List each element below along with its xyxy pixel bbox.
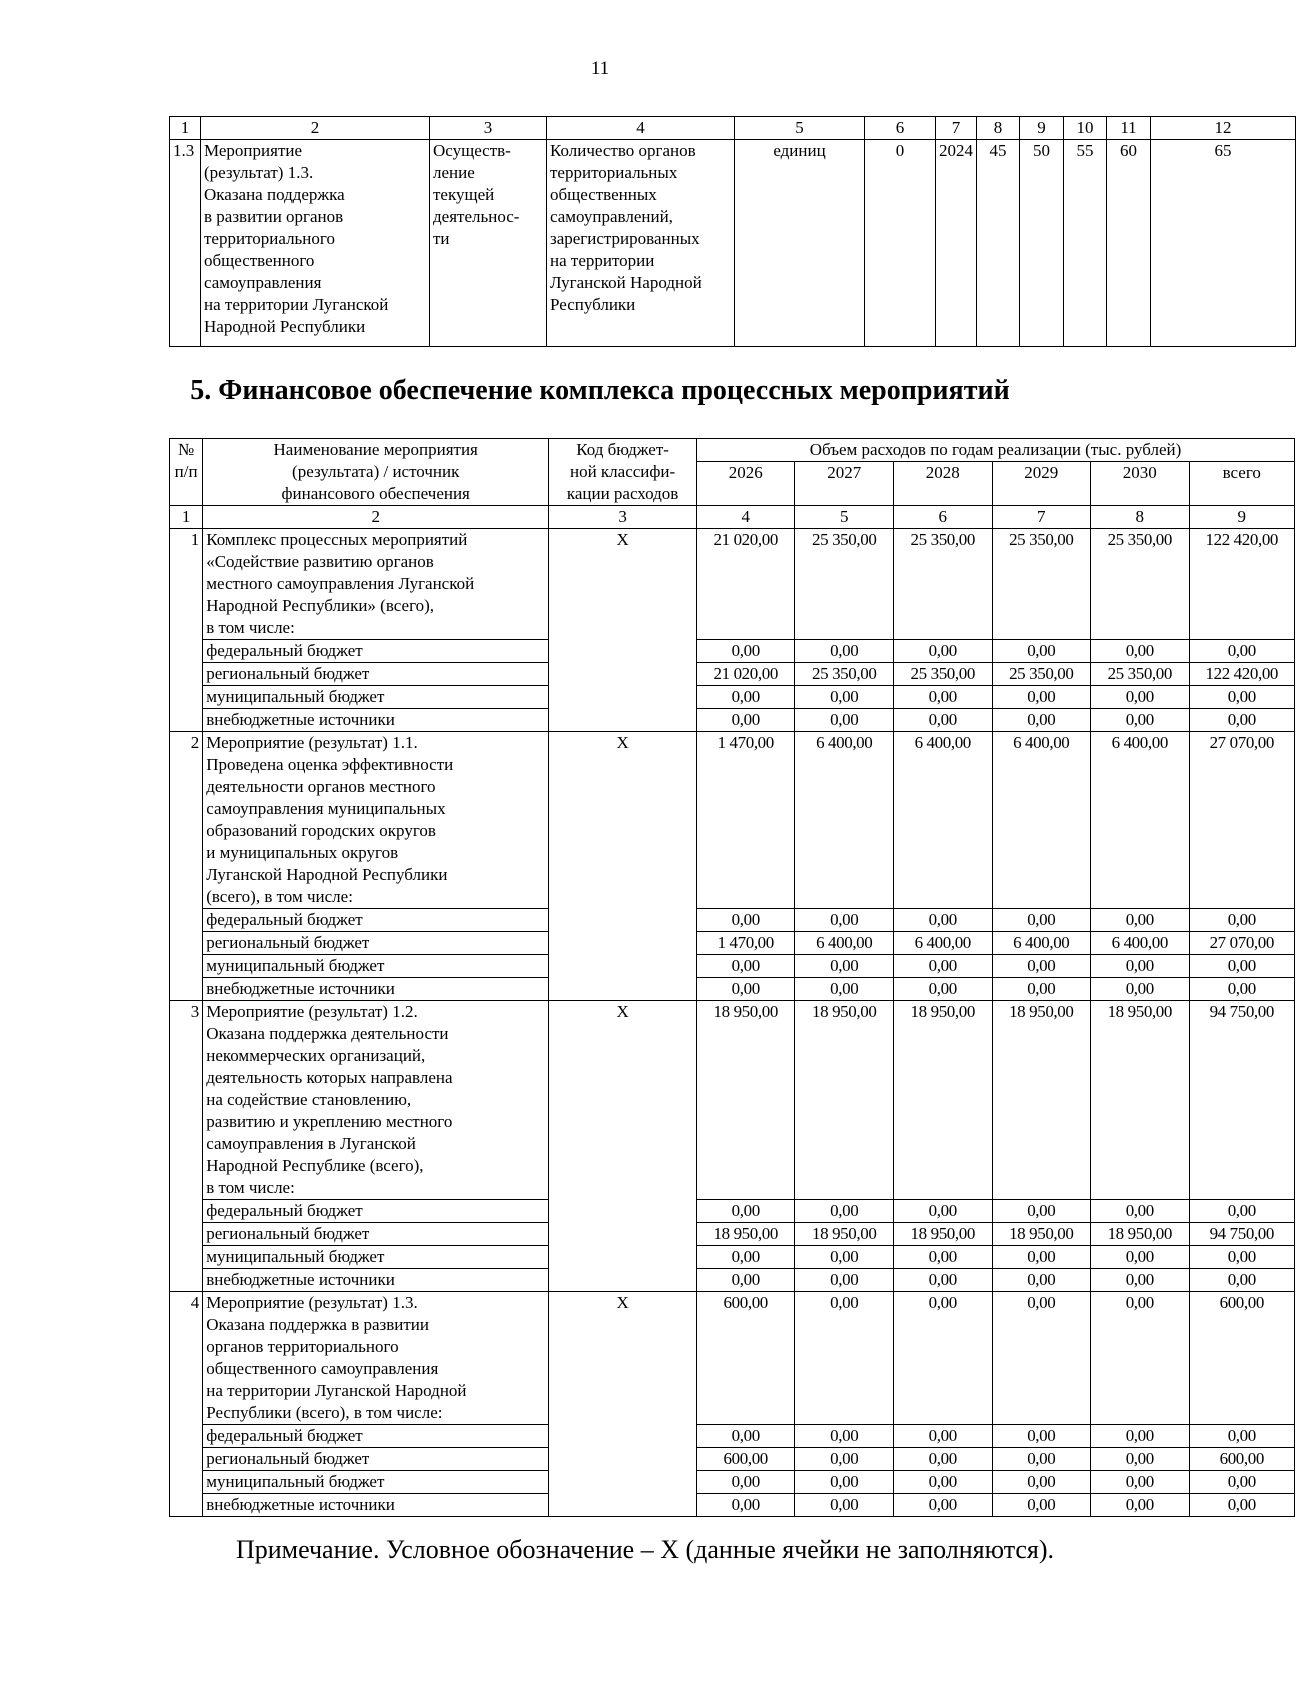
source-name: муниципальный бюджет	[203, 955, 549, 978]
row-number: 2	[170, 732, 203, 1001]
year-header: всего	[1189, 462, 1294, 506]
indicators-header-row	[170, 117, 1296, 140]
text-line: общественного	[204, 251, 315, 270]
text-line: Оказана поддержка в развитии	[206, 1315, 429, 1334]
amount-cell: 0,00	[1091, 1269, 1190, 1292]
amount-cell: 0,00	[696, 1269, 795, 1292]
text-line: Мероприятие	[204, 141, 303, 160]
text-line: Мероприятие (результат) 1.3.	[206, 1293, 418, 1312]
amount-cell: 0,00	[1189, 640, 1294, 663]
amount-cell: 0,00	[1091, 1292, 1190, 1425]
amount-cell: 18 950,00	[696, 1223, 795, 1246]
source-row	[170, 1246, 1295, 1269]
amount-cell: 18 950,00	[1091, 1223, 1190, 1246]
source-name: муниципальный бюджет	[203, 1246, 549, 1269]
text-line: деятельности органов местного	[206, 777, 436, 796]
amount-cell: 6 400,00	[894, 732, 993, 909]
budget-code-cell: Х	[549, 1292, 697, 1517]
financing-header-row	[170, 439, 1295, 462]
amount-cell: 0,00	[894, 978, 993, 1001]
indicators-table	[169, 116, 1296, 347]
amount-cell: 0,00	[992, 1246, 1091, 1269]
budget-code-cell: Х	[549, 529, 697, 732]
amount-cell: 0,00	[795, 1448, 894, 1471]
text-line: на территории Луганской Народной	[206, 1381, 467, 1400]
source-row	[170, 1200, 1295, 1223]
financing-table	[169, 438, 1295, 1517]
amount-cell: 0,00	[894, 1292, 993, 1425]
amount-cell: 18 950,00	[992, 1001, 1091, 1200]
amount-cell: 0,00	[992, 1292, 1091, 1425]
page-number: 11	[590, 58, 610, 79]
source-name: региональный бюджет	[203, 663, 549, 686]
amount-cell: 0,00	[1189, 909, 1294, 932]
amount-cell: 0,00	[795, 1471, 894, 1494]
source-row	[170, 1494, 1295, 1517]
amount-cell: 0,00	[795, 1425, 894, 1448]
text-line: Код бюджет-	[576, 440, 669, 459]
header-cell: 3	[430, 117, 547, 140]
header-volume: Объем расходов по годам реализации (тыс. рублей)	[696, 439, 1294, 462]
source-name: региональный бюджет	[203, 1223, 549, 1246]
text-line: Мероприятие (результат) 1.2.	[206, 1002, 418, 1021]
amount-cell: 0,00	[1189, 709, 1294, 732]
value-cell: 65	[1151, 140, 1296, 347]
row-number: 4	[170, 1292, 203, 1517]
source-row	[170, 1471, 1295, 1494]
text-line: органов территориального	[206, 1337, 399, 1356]
amount-cell: 0,00	[1091, 955, 1190, 978]
amount-cell: 0,00	[795, 709, 894, 732]
row-number: 1.3	[170, 140, 201, 347]
amount-cell: 25 350,00	[992, 529, 1091, 640]
amount-cell: 0,00	[1189, 978, 1294, 1001]
text-line: Республики	[550, 295, 636, 314]
amount-cell: 0,00	[992, 1269, 1091, 1292]
source-name: внебюджетные источники	[203, 1269, 549, 1292]
amount-cell: 25 350,00	[1091, 529, 1190, 640]
amount-cell: 0,00	[894, 1246, 993, 1269]
text-line: (результат) 1.3.	[204, 163, 314, 182]
amount-cell: 0,00	[696, 1425, 795, 1448]
source-row	[170, 932, 1295, 955]
source-name: внебюджетные источники	[203, 709, 549, 732]
amount-cell: 6 400,00	[1091, 732, 1190, 909]
header-code	[549, 439, 697, 506]
source-row	[170, 955, 1295, 978]
source-name: муниципальный бюджет	[203, 1471, 549, 1494]
amount-cell: 0,00	[894, 1200, 993, 1223]
amount-cell: 0,00	[992, 640, 1091, 663]
text-line: на территории Луганской	[204, 295, 389, 314]
source-name: федеральный бюджет	[203, 1425, 549, 1448]
amount-cell: 0,00	[992, 909, 1091, 932]
text-line: Мероприятие (результат) 1.1.	[206, 733, 418, 752]
budget-code-cell: Х	[549, 732, 697, 1001]
amount-cell: 0,00	[795, 640, 894, 663]
amount-cell: 18 950,00	[795, 1001, 894, 1200]
header-cell: 8	[977, 117, 1020, 140]
amount-cell: 0,00	[696, 1200, 795, 1223]
amount-cell: 0,00	[1189, 1200, 1294, 1223]
source-name: внебюджетные источники	[203, 1494, 549, 1517]
amount-cell: 0,00	[992, 1471, 1091, 1494]
col-number: 4	[696, 506, 795, 529]
measure-name	[203, 1292, 549, 1425]
text-line: развитию и укреплению местного	[206, 1112, 453, 1131]
amount-cell: 0,00	[795, 1200, 894, 1223]
source-row	[170, 686, 1295, 709]
amount-cell: 0,00	[696, 1494, 795, 1517]
text-line: Оказана поддержка деятельности	[206, 1024, 449, 1043]
text-line: (результата) / источник	[292, 462, 460, 481]
amount-cell: 6 400,00	[992, 732, 1091, 909]
text-line: №	[177, 440, 195, 459]
amount-cell: 0,00	[696, 640, 795, 663]
amount-cell: 0,00	[1189, 1471, 1294, 1494]
text-line: и муниципальных округов	[206, 843, 399, 862]
amount-cell: 600,00	[696, 1292, 795, 1425]
source-name: региональный бюджет	[203, 932, 549, 955]
amount-cell: 0,00	[795, 1494, 894, 1517]
value-cell: 55	[1064, 140, 1107, 347]
amount-cell: 0,00	[894, 1269, 993, 1292]
text-line: Народной Республике (всего),	[206, 1156, 424, 1175]
text-line: деятельность которых направлена	[206, 1068, 453, 1087]
text-line: образований городских округов	[206, 821, 436, 840]
amount-cell: 21 020,00	[696, 663, 795, 686]
source-row	[170, 640, 1295, 663]
text-line: Оказана поддержка	[204, 185, 345, 204]
text-line: в том числе:	[206, 618, 295, 637]
amount-cell: 25 350,00	[1091, 663, 1190, 686]
amount-cell: 0,00	[795, 1292, 894, 1425]
text-line: Проведена оценка эффективности	[206, 755, 454, 774]
row-number: 3	[170, 1001, 203, 1292]
source-row	[170, 663, 1295, 686]
source-row	[170, 909, 1295, 932]
amount-cell: 94 750,00	[1189, 1223, 1294, 1246]
amount-cell: 0,00	[1189, 1246, 1294, 1269]
text-line: Комплекс процессных мероприятий	[206, 530, 468, 549]
amount-cell: 18 950,00	[1091, 1001, 1190, 1200]
text-line: кации расходов	[566, 484, 679, 503]
source-row	[170, 1425, 1295, 1448]
amount-cell: 0,00	[894, 709, 993, 732]
amount-cell: 0,00	[1091, 1494, 1190, 1517]
amount-cell: 25 350,00	[894, 529, 993, 640]
amount-cell: 0,00	[992, 978, 1091, 1001]
measure-row	[170, 732, 1295, 909]
measure-row	[170, 1001, 1295, 1200]
header-num	[170, 439, 203, 506]
amount-cell: 0,00	[894, 1448, 993, 1471]
measure-row	[170, 1292, 1295, 1425]
text-line: территориальных	[550, 163, 678, 182]
source-name: муниципальный бюджет	[203, 686, 549, 709]
amount-cell: 122 420,00	[1189, 529, 1294, 640]
col-number: 6	[894, 506, 993, 529]
measure-type	[430, 140, 547, 347]
amount-cell: 0,00	[992, 1494, 1091, 1517]
amount-cell: 6 400,00	[894, 932, 993, 955]
amount-cell: 27 070,00	[1189, 732, 1294, 909]
section-title: 5. Финансовое обеспечение комплекса процессных мероприятий	[190, 375, 1010, 406]
source-name: федеральный бюджет	[203, 1200, 549, 1223]
budget-code-cell: Х	[549, 1001, 697, 1292]
value-cell: 50	[1020, 140, 1064, 347]
year-header: 2027	[795, 462, 894, 506]
amount-cell: 1 470,00	[696, 732, 795, 909]
amount-cell: 25 350,00	[894, 663, 993, 686]
text-line: деятельнос-	[433, 207, 520, 226]
base-value-cell: 0	[865, 140, 936, 347]
amount-cell: 0,00	[795, 955, 894, 978]
amount-cell: 0,00	[1189, 1494, 1294, 1517]
amount-cell: 0,00	[1091, 1200, 1190, 1223]
amount-cell: 0,00	[696, 1246, 795, 1269]
indicator-name	[547, 140, 735, 347]
col-number: 7	[992, 506, 1091, 529]
amount-cell: 0,00	[1189, 1269, 1294, 1292]
source-row	[170, 1448, 1295, 1471]
text-line: Осуществ-	[433, 141, 511, 160]
amount-cell: 0,00	[1091, 909, 1190, 932]
amount-cell: 0,00	[894, 686, 993, 709]
amount-cell: 0,00	[894, 640, 993, 663]
text-line: самоуправления	[204, 273, 322, 292]
measure-name	[203, 1001, 549, 1200]
amount-cell: 0,00	[1091, 640, 1190, 663]
header-cell: 12	[1151, 117, 1296, 140]
text-line: Народной Республики	[204, 317, 366, 336]
footnote: Примечание. Условное обозначение – Х (данные ячейки не заполняются).	[235, 1535, 1055, 1564]
amount-cell: 1 470,00	[696, 932, 795, 955]
text-line: общественного самоуправления	[206, 1359, 439, 1378]
amount-cell: 25 350,00	[992, 663, 1091, 686]
text-line: некоммерческих организаций,	[206, 1046, 426, 1065]
amount-cell: 94 750,00	[1189, 1001, 1294, 1200]
header-name	[203, 439, 549, 506]
source-row	[170, 1223, 1295, 1246]
text-line: на содействие становлению,	[206, 1090, 412, 1109]
amount-cell: 25 350,00	[795, 529, 894, 640]
amount-cell: 0,00	[696, 686, 795, 709]
text-line: текущей	[433, 185, 495, 204]
text-line: Народной Республики» (всего),	[206, 596, 435, 615]
header-cell: 4	[547, 117, 735, 140]
amount-cell: 0,00	[992, 1425, 1091, 1448]
amount-cell: 600,00	[1189, 1448, 1294, 1471]
amount-cell: 0,00	[696, 909, 795, 932]
amount-cell: 0,00	[992, 709, 1091, 732]
amount-cell: 6 400,00	[992, 932, 1091, 955]
amount-cell: 27 070,00	[1189, 932, 1294, 955]
text-line: финансового обеспечения	[281, 484, 470, 503]
col-number: 2	[203, 506, 549, 529]
amount-cell: 0,00	[1189, 1425, 1294, 1448]
amount-cell: 0,00	[1091, 1246, 1190, 1269]
source-name: федеральный бюджет	[203, 909, 549, 932]
text-line: зарегистрированных	[550, 229, 700, 248]
col-number: 8	[1091, 506, 1190, 529]
header-cell: 5	[735, 117, 865, 140]
header-cell: 2	[201, 117, 430, 140]
amount-cell: 0,00	[894, 909, 993, 932]
text-line: в том числе:	[206, 1178, 295, 1197]
amount-cell: 0,00	[795, 686, 894, 709]
text-line: п/п	[174, 462, 198, 481]
amount-cell: 0,00	[992, 1200, 1091, 1223]
text-line: местного самоуправления Луганской	[206, 574, 475, 593]
base-year-cell: 2024	[936, 140, 977, 347]
text-line: Республики (всего), в том числе:	[206, 1403, 443, 1422]
text-line: Луганской Народной Республики	[206, 865, 448, 884]
amount-cell: 6 400,00	[1091, 932, 1190, 955]
amount-cell: 0,00	[894, 955, 993, 978]
amount-cell: 0,00	[992, 1448, 1091, 1471]
column-numbers-row	[170, 506, 1295, 529]
amount-cell: 600,00	[696, 1448, 795, 1471]
year-header: 2028	[894, 462, 993, 506]
amount-cell: 21 020,00	[696, 529, 795, 640]
amount-cell: 0,00	[894, 1425, 993, 1448]
amount-cell: 0,00	[992, 686, 1091, 709]
amount-cell: 18 950,00	[894, 1001, 993, 1200]
text-line: на территории	[550, 251, 655, 270]
source-row	[170, 978, 1295, 1001]
indicator-row	[170, 140, 1296, 347]
amount-cell: 0,00	[1091, 709, 1190, 732]
year-header: 2029	[992, 462, 1091, 506]
amount-cell: 0,00	[795, 1269, 894, 1292]
text-line: (всего), в том числе:	[206, 887, 353, 906]
amount-cell: 0,00	[696, 955, 795, 978]
text-line: самоуправления в Луганской	[206, 1134, 416, 1153]
amount-cell: 18 950,00	[894, 1223, 993, 1246]
header-cell: 7	[936, 117, 977, 140]
year-header: 2026	[696, 462, 795, 506]
amount-cell: 0,00	[1091, 1425, 1190, 1448]
text-line: в развитии органов	[204, 207, 344, 226]
amount-cell: 0,00	[696, 709, 795, 732]
value-cell: 60	[1107, 140, 1151, 347]
col-number: 5	[795, 506, 894, 529]
header-cell: 10	[1064, 117, 1107, 140]
text-line: ление	[433, 163, 475, 182]
amount-cell: 0,00	[696, 978, 795, 1001]
amount-cell: 0,00	[992, 955, 1091, 978]
amount-cell: 122 420,00	[1189, 663, 1294, 686]
source-name: региональный бюджет	[203, 1448, 549, 1471]
source-name: федеральный бюджет	[203, 640, 549, 663]
text-line: ной классифи-	[569, 462, 676, 481]
amount-cell: 0,00	[1091, 978, 1190, 1001]
col-number: 3	[549, 506, 697, 529]
amount-cell: 0,00	[1091, 1448, 1190, 1471]
header-cell: 11	[1107, 117, 1151, 140]
text-line: Луганской Народной	[550, 273, 702, 292]
text-line: Количество органов	[550, 141, 696, 160]
measure-row	[170, 529, 1295, 640]
amount-cell: 6 400,00	[795, 732, 894, 909]
source-row	[170, 709, 1295, 732]
amount-cell: 6 400,00	[795, 932, 894, 955]
unit-cell: единиц	[735, 140, 865, 347]
amount-cell: 0,00	[795, 978, 894, 1001]
source-row	[170, 1269, 1295, 1292]
amount-cell: 0,00	[1189, 686, 1294, 709]
measure-name	[203, 732, 549, 909]
amount-cell: 18 950,00	[696, 1001, 795, 1200]
measure-name	[201, 140, 430, 347]
source-name: внебюджетные источники	[203, 978, 549, 1001]
header-cell: 6	[865, 117, 936, 140]
row-number: 1	[170, 529, 203, 732]
measure-name	[203, 529, 549, 640]
amount-cell: 18 950,00	[795, 1223, 894, 1246]
text-line: самоуправления муниципальных	[206, 799, 446, 818]
amount-cell: 18 950,00	[992, 1223, 1091, 1246]
amount-cell: 0,00	[1091, 686, 1190, 709]
value-cell: 45	[977, 140, 1020, 347]
header-cell: 1	[170, 117, 201, 140]
text-line: ти	[433, 229, 450, 248]
amount-cell: 0,00	[894, 1494, 993, 1517]
amount-cell: 0,00	[696, 1471, 795, 1494]
amount-cell: 0,00	[894, 1471, 993, 1494]
amount-cell: 600,00	[1189, 1292, 1294, 1425]
header-cell: 9	[1020, 117, 1064, 140]
text-line: Наименование мероприятия	[273, 440, 478, 459]
amount-cell: 0,00	[1189, 955, 1294, 978]
amount-cell: 0,00	[795, 1246, 894, 1269]
text-line: самоуправлений,	[550, 207, 673, 226]
year-header: 2030	[1091, 462, 1190, 506]
amount-cell: 0,00	[1091, 1471, 1190, 1494]
amount-cell: 25 350,00	[795, 663, 894, 686]
text-line: общественных	[550, 185, 657, 204]
text-line: «Содействие развитию органов	[206, 552, 434, 571]
col-number: 9	[1189, 506, 1294, 529]
amount-cell: 0,00	[795, 909, 894, 932]
col-number: 1	[170, 506, 203, 529]
text-line: территориального	[204, 229, 335, 248]
